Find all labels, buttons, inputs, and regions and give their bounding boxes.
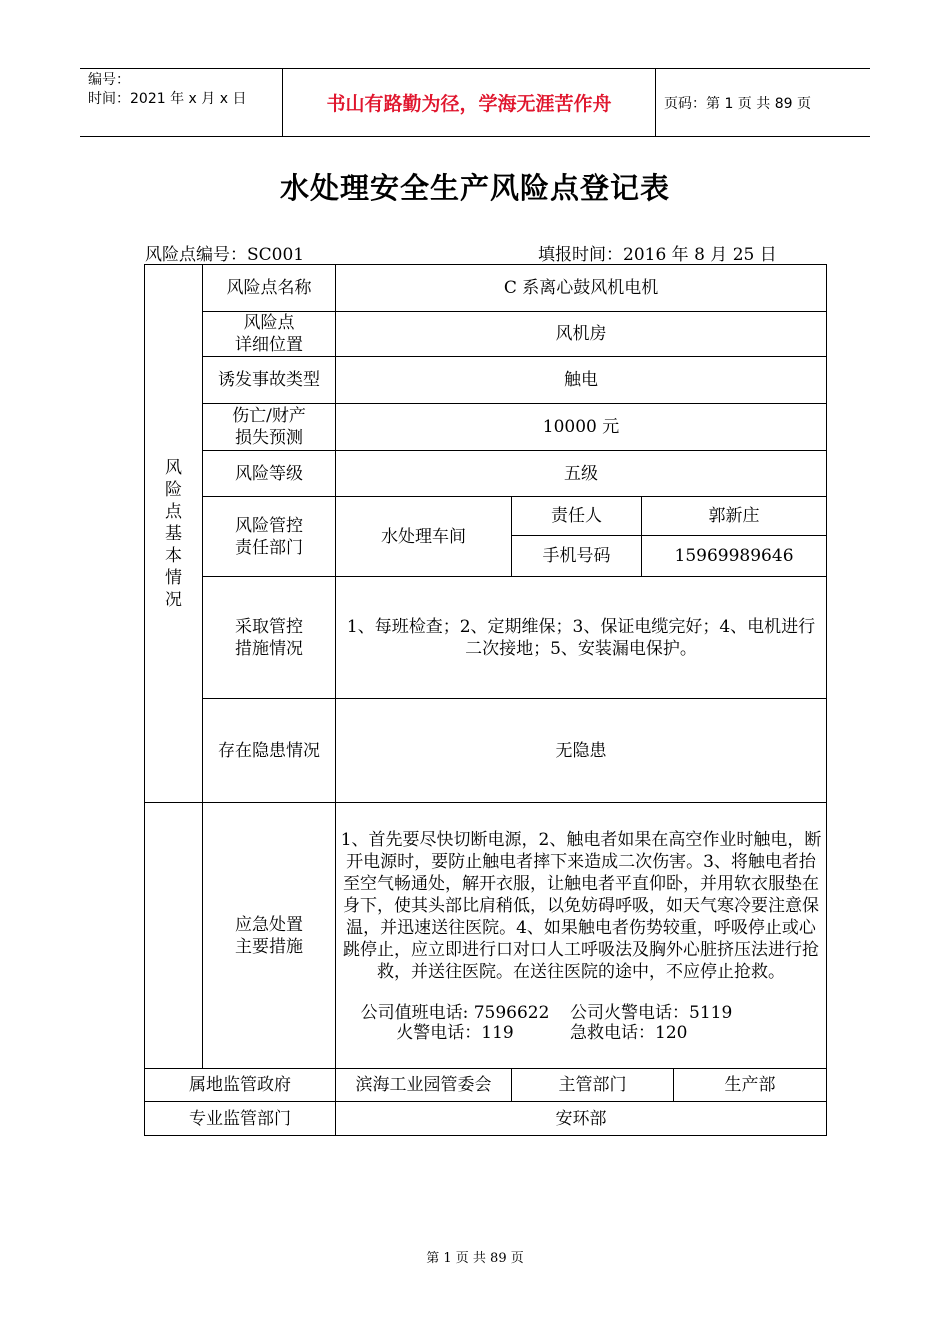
ambulance-phone: 急救电话：120	[570, 1022, 688, 1043]
phone-label: 手机号码	[512, 536, 642, 577]
responsible-person-label: 责任人	[512, 497, 642, 536]
side-label-char: 险	[165, 479, 182, 500]
emergency-measures-value	[336, 803, 827, 1069]
header-bottom-border	[80, 136, 870, 137]
accident-type-label: 诱发事故类型	[203, 357, 336, 404]
side-label-continuation	[145, 803, 203, 1069]
location-label	[203, 312, 336, 357]
risk-code: 风险点编号：SC001	[145, 245, 305, 265]
risk-name-value: C 系离心鼓风机电机	[336, 265, 827, 312]
loss-label-line: 损失预测	[235, 428, 303, 448]
phone-value: 15969989646	[642, 536, 827, 577]
company-fire-phone: 公司火警电话：5119	[570, 1002, 733, 1023]
risk-level-label: 风险等级	[203, 451, 336, 497]
risk-level-value: 五级	[336, 451, 827, 497]
document-number-label: 编号：	[88, 72, 130, 88]
document-time-label: 时间：2021 年 x 月 x 日	[88, 91, 247, 107]
contact-row	[340, 1023, 822, 1043]
emergency-label-line: 主要措施	[235, 936, 303, 957]
table-row	[145, 404, 827, 451]
fill-date: 填报时间：2016 年 8 月 25 日	[538, 245, 777, 265]
gov-label: 属地监管政府	[145, 1069, 336, 1102]
emergency-text: 1、首先要尽快切断电源，2、触电者如果在高空作业时触电，断开电源时，要防止触电者摔下来造成二次伤害。3、将触电者抬至空气畅通处，解开衣服，让触电者平直仰卧，并用软衣服垫在身下，使其头部比肩稍低，以免妨碍呼吸，如天气寒冷要注意保温，并迅速送往医院。4、如果触电者伤势较重，呼吸停止或心跳停止，应立即进行口对口人工呼吸法及胸外心脏挤压法进行抢救，并送往医院。在送往医院的途中，不应停止抢救。	[340, 829, 822, 982]
table-row	[145, 265, 827, 312]
control-measures-label	[203, 577, 336, 699]
loss-label	[203, 404, 336, 451]
table-row	[145, 312, 827, 357]
hazard-value: 无隐患	[336, 699, 827, 803]
measures-label-line: 采取管控	[235, 616, 303, 637]
risk-name-label: 风险点名称	[203, 265, 336, 312]
location-label-line: 详细位置	[235, 335, 303, 355]
side-label-char: 风	[165, 457, 182, 478]
responsible-dept-label	[203, 497, 336, 577]
responsible-person-value: 郭新庄	[642, 497, 827, 536]
gov-value: 滨海工业园管委会	[336, 1069, 512, 1102]
special-dept-value: 安环部	[336, 1102, 827, 1136]
table-row	[145, 1102, 827, 1136]
location-label-line: 风险点	[243, 313, 295, 333]
header-page-info: 页码：第 1 页 共 89 页	[664, 96, 811, 112]
loss-value: 10000 元	[336, 404, 827, 451]
measures-label-line: 措施情况	[235, 638, 303, 659]
table-row	[145, 577, 827, 699]
side-label-char: 情	[165, 567, 182, 588]
side-label-char: 本	[165, 545, 182, 566]
side-label-char: 基	[165, 523, 182, 544]
table-row	[145, 357, 827, 404]
side-label-cell	[145, 265, 203, 803]
table-row	[145, 699, 827, 803]
risk-register-table	[144, 264, 827, 1136]
emergency-label	[203, 803, 336, 1069]
header-divider-right	[655, 68, 656, 136]
accident-type-value: 触电	[336, 357, 827, 404]
dept-label-line: 风险管控	[235, 515, 303, 536]
responsible-dept-value: 水处理车间	[336, 497, 512, 577]
header-motto: 书山有路勤为径，学海无涯苦作舟	[326, 92, 612, 115]
loss-label-line: 伤亡/财产	[232, 406, 306, 426]
location-value: 风机房	[336, 312, 827, 357]
side-label-char: 况	[165, 589, 182, 610]
side-label-char: 点	[165, 501, 182, 522]
table-row	[145, 803, 827, 1069]
emergency-label-line: 应急处置	[235, 914, 303, 935]
hazard-label: 存在隐患情况	[203, 699, 336, 803]
fire-phone: 火警电话：119	[396, 1022, 514, 1043]
table-row	[145, 1069, 827, 1102]
duty-phone: 公司值班电话: 7596622	[360, 1002, 550, 1023]
special-dept-label: 专业监管部门	[145, 1102, 336, 1136]
authority-value: 生产部	[674, 1069, 827, 1102]
dept-label-line: 责任部门	[235, 537, 303, 558]
page-title: 水处理安全生产风险点登记表	[279, 171, 670, 205]
header-info	[88, 71, 246, 109]
page-footer: 第 1 页 共 89 页	[426, 1251, 524, 1266]
authority-label: 主管部门	[512, 1069, 674, 1102]
table-row	[145, 451, 827, 497]
control-measures-value: 1、每班检查；2、定期维保；3、保证电缆完好；4、电机进行二次接地；5、安装漏电保护。	[336, 577, 827, 699]
table-row	[145, 497, 827, 536]
contact-row	[340, 1003, 822, 1023]
